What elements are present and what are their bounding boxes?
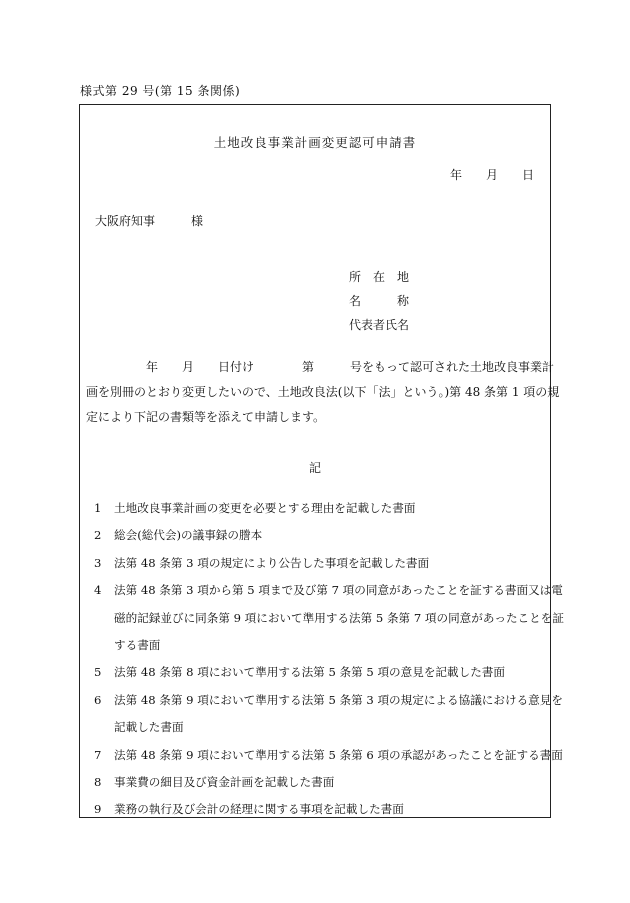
list-item-line: 法第 48 条第 9 項において準用する法第 5 条第 6 項の承認があったことを証する書面: [114, 747, 563, 762]
list-item-line: 法第 48 条第 3 項から第 5 項まで及び第 7 項の同意があったことを証する書面又は電: [114, 583, 563, 598]
body-line: 定により下記の書類等を添えて申請します。: [86, 410, 326, 424]
attachment-list: [94, 495, 564, 824]
list-item-text: [114, 577, 564, 659]
list-item-text: [114, 742, 563, 769]
list-item-text: [114, 659, 544, 686]
list-item-number: 7: [94, 747, 102, 762]
list-item-line: 事業費の細目及び資金計画を記載した書面: [114, 775, 335, 790]
list-item-line: 法第 48 条第 8 項において準用する法第 5 条第 5 項の意見を記載した書面: [114, 665, 505, 680]
document-title: 土地改良事業計画変更認可申請書: [213, 135, 417, 150]
list-item-line: 業務の執行及び会計の経理に関する事項を記載した書面: [114, 802, 404, 817]
list-item-number: 6: [94, 692, 102, 707]
list-item-number: 9: [94, 802, 102, 817]
representative-label: 代表者氏名: [349, 318, 410, 332]
ki-heading: 記: [308, 461, 321, 475]
application-body: [86, 355, 560, 430]
list-item: [94, 577, 564, 659]
list-item-line: する書面: [114, 638, 161, 653]
form-number-label: 様式第 29 号(第 15 条関係): [80, 84, 241, 98]
list-item-line: 記載した書面: [114, 720, 184, 735]
list-item: [94, 550, 544, 577]
list-item: [94, 687, 563, 742]
list-item: [94, 769, 544, 796]
list-item: [94, 742, 563, 769]
list-item-number: 5: [94, 665, 102, 680]
list-item-line: 法第 48 条第 9 項において準用する法第 5 条第 3 項の規定による協議における意見を: [114, 692, 563, 707]
date-line: 年 月 日: [449, 168, 534, 182]
name-label: 名 称: [349, 294, 410, 308]
list-item-number: 4: [94, 583, 102, 598]
body-line: 画を別冊のとおり変更したいので、土地改良法(以下「法」という。)第 48 条第 1 項の規: [86, 385, 560, 399]
list-item-line: 磁的記録並びに同条第 9 項において準用する法第 5 条第 7 項の同意があったことを証: [114, 610, 564, 625]
list-item-line: 土地改良事業計画の変更を必要とする理由を記載した書面: [114, 501, 416, 515]
list-item-text: [114, 550, 544, 577]
list-item-text: [114, 495, 544, 522]
application-form-frame: [79, 104, 564, 818]
list-item-text: [114, 687, 563, 742]
list-item-number: 1: [94, 501, 102, 515]
list-item-text: [114, 522, 544, 549]
addressee: 大阪府知事 様: [95, 214, 204, 228]
list-item-text: [114, 796, 544, 823]
address-label: 所 在 地: [349, 270, 410, 284]
list-item-number: 2: [94, 528, 102, 543]
list-item-line: 総会(総代会)の議事録の謄本: [114, 528, 263, 543]
list-item-number: 3: [94, 555, 102, 570]
list-item-number: 8: [94, 775, 102, 790]
body-line: 年 月 日付け 第 号をもって認可された土地改良事業計: [86, 360, 555, 374]
list-item: [94, 495, 544, 522]
list-item: [94, 522, 544, 549]
list-item: [94, 796, 544, 823]
list-item-text: [114, 769, 544, 796]
list-item-line: 法第 48 条第 3 項の規定により公告した事項を記載した書面: [114, 555, 430, 570]
list-item: [94, 659, 544, 686]
applicant-block: [349, 265, 409, 337]
